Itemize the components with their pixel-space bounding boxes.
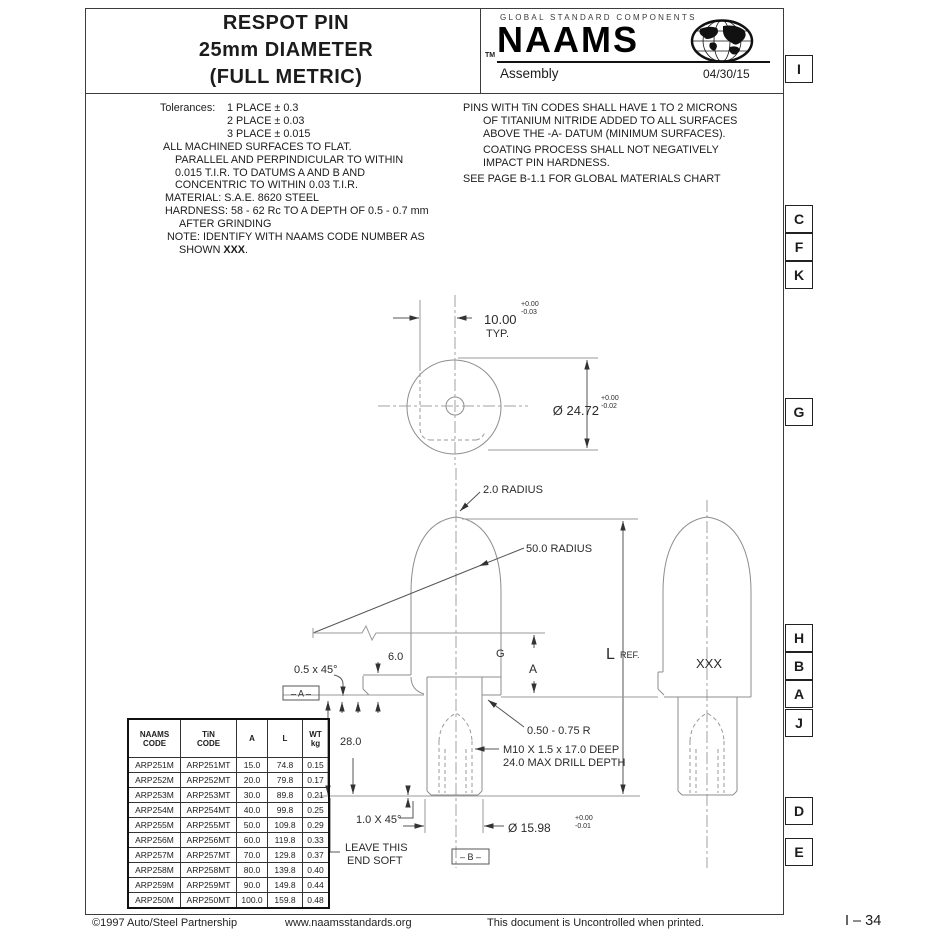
revision-date: 04/30/15 [703, 67, 750, 81]
note-surfaces: ALL MACHINED SURFACES TO FLAT. [163, 140, 352, 153]
division-label: Assembly [500, 66, 559, 81]
note-grinding: AFTER GRINDING [179, 218, 272, 231]
note-shown: SHOWN XXX. [179, 243, 248, 256]
trademark-symbol: TM [485, 52, 496, 59]
website-url: www.naamsstandards.org [285, 917, 412, 929]
xxx-code-placeholder: XXX [223, 243, 245, 256]
chamfer-10-label: 1.0 X 45° [356, 814, 402, 826]
dim-28-label: 28.0 [340, 736, 362, 748]
dimensions [283, 484, 658, 867]
soft-end-note-line1: LEAVE THIS [345, 842, 408, 854]
zone-box-c: C [785, 205, 813, 233]
col-wt: WT kg [303, 719, 330, 758]
length-ref-suffix: REF. [620, 650, 640, 660]
dim-1598-tol-plus: +0.00 [575, 815, 593, 822]
zone-box-b: B [785, 652, 813, 680]
note-tin-1: PINS WITH TiN CODES SHALL HAVE 1 TO 2 MICRONS [463, 102, 738, 114]
table-row: ARP256M ARP256MT 60.0 119.8 0.33 [128, 833, 329, 848]
zone-box-d: D [785, 797, 813, 825]
tolerance-2place: 2 PLACE ± 0.03 [227, 114, 305, 127]
front-view [363, 468, 501, 868]
table-row: ARP258M ARP258MT 80.0 139.8 0.40 [128, 863, 329, 878]
table-row: ARP253M ARP253MT 30.0 89.8 0.21 [128, 788, 329, 803]
tolerance-1place: 1 PLACE ± 0.3 [227, 102, 299, 114]
note-materials-chart: SEE PAGE B-1.1 FOR GLOBAL MATERIALS CHART [463, 172, 721, 185]
dim-10-typ: TYP. [486, 328, 510, 340]
col-tin-code: TiN CODE [181, 719, 237, 758]
tolerances-label: Tolerances: [160, 102, 216, 114]
zone-box-g: G [785, 398, 813, 426]
note-tin-4: COATING PROCESS SHALL NOT NEGATIVELY [483, 143, 719, 156]
dim-2472-tol-minus: -0.02 [601, 403, 617, 410]
radius-50-label: 50.0 RADIUS [526, 543, 593, 555]
datum-a-flag: – A – [290, 688, 312, 699]
dim-1598-value: Ø 15.98 [508, 821, 551, 835]
col-l: L [268, 719, 303, 758]
table-row: ARP259M ARP259MT 90.0 149.8 0.44 [128, 878, 329, 893]
chamfer-05-label: 0.5 x 45° [294, 664, 338, 676]
note-hardness: HARDNESS: 58 - 62 Rc TO A DEPTH OF 0.5 - 0.7 mm [165, 205, 429, 218]
groove-radius-label: 0.50 - 0.75 R [527, 725, 591, 737]
thread-spec-line1: M10 X 1.5 x 17.0 DEEP [503, 744, 620, 756]
note-tir: 0.015 T.I.R. TO DATUMS A AND B AND [175, 166, 366, 179]
brand-logo-text: NAAMS [497, 19, 639, 60]
radius-2-label: 2.0 RADIUS [483, 484, 543, 496]
table-row: ARP255M ARP255MT 50.0 109.8 0.29 [128, 818, 329, 833]
dim-6-label: 6.0 [388, 651, 404, 663]
dim-a-label: A [529, 662, 538, 676]
xxx-marking: XXX [695, 656, 723, 671]
dim-10-value: 10.00 [484, 312, 517, 327]
dim-1598-tol-minus: -0.01 [575, 823, 591, 830]
datum-b-flag: – B – [459, 852, 482, 862]
table-header-row [128, 719, 329, 758]
zone-box-h: H [785, 624, 813, 652]
note-tin-3: ABOVE THE -A- DATUM (MINIMUM SURFACES). [483, 127, 726, 140]
page-number: I – 34 [845, 913, 882, 929]
uncontrolled-notice: This document is Uncontrolled when printed. [487, 917, 705, 929]
note-tin-2: OF TITANIUM NITRIDE ADDED TO ALL SURFACES [483, 114, 738, 127]
table-row: ARP250M ARP250MT 100.0 159.8 0.48 [128, 893, 329, 909]
dim-10-tol-plus: +0.00 [521, 301, 539, 308]
tolerance-3place: 3 PLACE ± 0.015 [227, 127, 311, 140]
title-line-1: RESPOT PIN [222, 12, 350, 34]
top-view [378, 295, 619, 465]
soft-end-note-line2: END SOFT [347, 855, 403, 867]
zone-box-a: A [785, 680, 813, 708]
table-row: ARP251M ARP251MT 15.0 74.8 0.15 [128, 758, 329, 773]
col-naams-code: NAAMS CODE [128, 719, 181, 758]
col-a: A [237, 719, 268, 758]
dim-2472-value: Ø 24.72 [552, 403, 599, 418]
table-row: ARP254M ARP254MT 40.0 99.8 0.25 [128, 803, 329, 818]
table-row: ARP252M ARP252MT 20.0 79.8 0.17 [128, 773, 329, 788]
zone-box-e: E [785, 838, 813, 866]
dim-10mm [393, 301, 539, 340]
note-tin-5: IMPACT PIN HARDNESS. [483, 156, 610, 169]
note-identify: NOTE: IDENTIFY WITH NAAMS CODE NUMBER AS [167, 231, 425, 244]
length-ref-l: L [606, 646, 615, 663]
copyright: ©1997 Auto/Steel Partnership [92, 917, 238, 929]
zone-box-f: F [785, 233, 813, 261]
surface-g-label: G [496, 648, 505, 660]
note-parallel: PARALLEL AND PERPINDICULAR TO WITHIN [175, 153, 404, 166]
zone-box-i: I [785, 55, 813, 83]
brand-tagline: GLOBAL STANDARD COMPONENTS [500, 13, 697, 22]
thread-spec-line2: 24.0 MAX DRILL DEPTH [503, 757, 626, 769]
title-line-2: 25mm DIAMETER [198, 39, 374, 61]
zone-box-k: K [785, 261, 813, 289]
note-material: MATERIAL: S.A.E. 8620 STEEL [165, 192, 320, 205]
spec-table [127, 718, 330, 909]
table-row: ARP257M ARP257MT 70.0 129.8 0.37 [128, 848, 329, 863]
dim-10-tol-minus: -0.03 [521, 309, 537, 316]
side-view [658, 500, 751, 868]
note-concentric: CONCENTRIC TO WITHIN 0.03 T.I.R. [175, 179, 358, 192]
dim-2472-tol-plus: +0.00 [601, 395, 619, 402]
zone-box-j: J [785, 709, 813, 737]
title-line-3: (FULL METRIC) [209, 66, 363, 88]
